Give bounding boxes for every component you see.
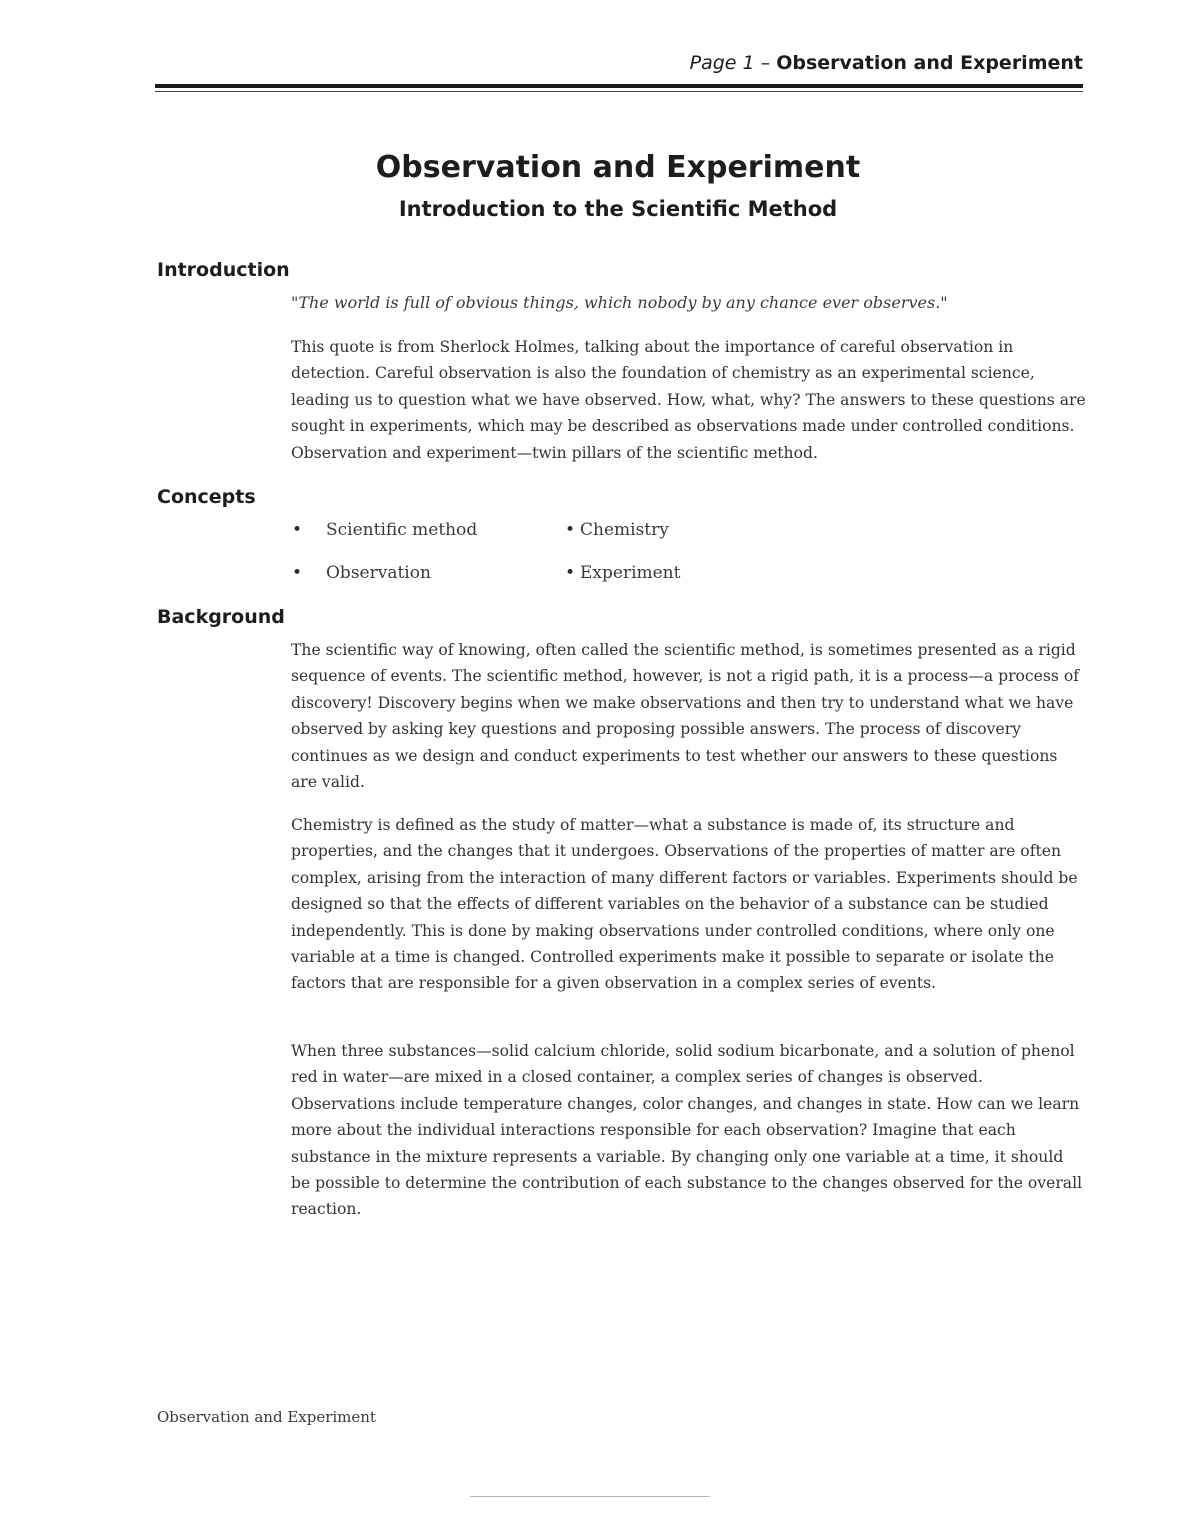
bullet-marker: • [565,520,576,540]
concept-item: Scientific method [326,520,478,540]
running-header [0,52,1083,74]
bullet-marker: • [292,563,303,583]
background-heading: Background [157,606,285,628]
concept-item: Chemistry [580,520,669,540]
scan-artifact-line [470,1496,710,1497]
background-paragraph: Chemistry is defined as the study of matter—what a substance is made of, its structure and properties, and the changes that it undergoes. Observations of the properties of matter are often complex, arising from the interaction of many different factors or variables. Experiments should be designed so that the effects of different variables on the behavior of a substance can be studied independently. This is done by making observations under controlled conditions, where only one variable at a time is changed. Controlled experiments make it possible to separate or isolate the factors that are responsible for a given observation in a complex series of events. [291,816,1078,993]
holmes-quote: "The world is full of obvious things, which nobody by any chance ever observes." [291,293,948,312]
introduction-heading: Introduction [157,259,290,281]
concept-item: Observation [326,563,431,583]
header-rule-thick [155,84,1083,88]
document-subtitle: Introduction to the Scientific Method [398,197,838,221]
document-title: Observation and Experiment [375,150,861,185]
bullet-marker: • [565,563,576,583]
introduction-paragraph: This quote is from Sherlock Holmes, talking about the importance of careful observation in detection. Careful observation is also the foundation of chemistry as an experimental science, leading us to question what we have observed. How, what, why? The answers to these questions are sought in experiments, which may be described as observations made under controlled conditions. Observation and experiment—twin pillars of the scientific method. [291,338,1086,462]
concepts-heading: Concepts [157,486,256,508]
header-title: Observation and Experiment [776,52,1083,74]
header-separator: – [754,52,777,74]
concept-item: Experiment [580,563,681,583]
header-page-number: Page 1 [689,52,755,74]
background-paragraph: When three substances—solid calcium chloride, solid sodium bicarbonate, and a solution of phenol red in water—are mixed in a closed container, a complex series of changes is observed. Observations include temperature changes, color changes, and changes in state. How can we learn more about the individual interactions responsible for each observation? Imagine that each substance in the mixture represents a variable. By changing only one variable at a time, it should be possible to determine the contribution of each substance to the changes observed for the overall reaction. [291,1042,1083,1219]
background-paragraph: The scientific way of knowing, often called the scientific method, is sometimes presented as a rigid sequence of events. The scientific method, however, is not a rigid path, it is a process—a process of discovery! Discovery begins when we make observations and then try to understand what we have observed by asking key questions and proposing possible answers. The process of discovery continues as we design and conduct experiments to test whether our answers to these questions are valid. [291,641,1079,792]
page-footer: Observation and Experiment [157,1408,376,1426]
bullet-marker: • [292,520,303,540]
header-rule-thin [155,91,1083,92]
